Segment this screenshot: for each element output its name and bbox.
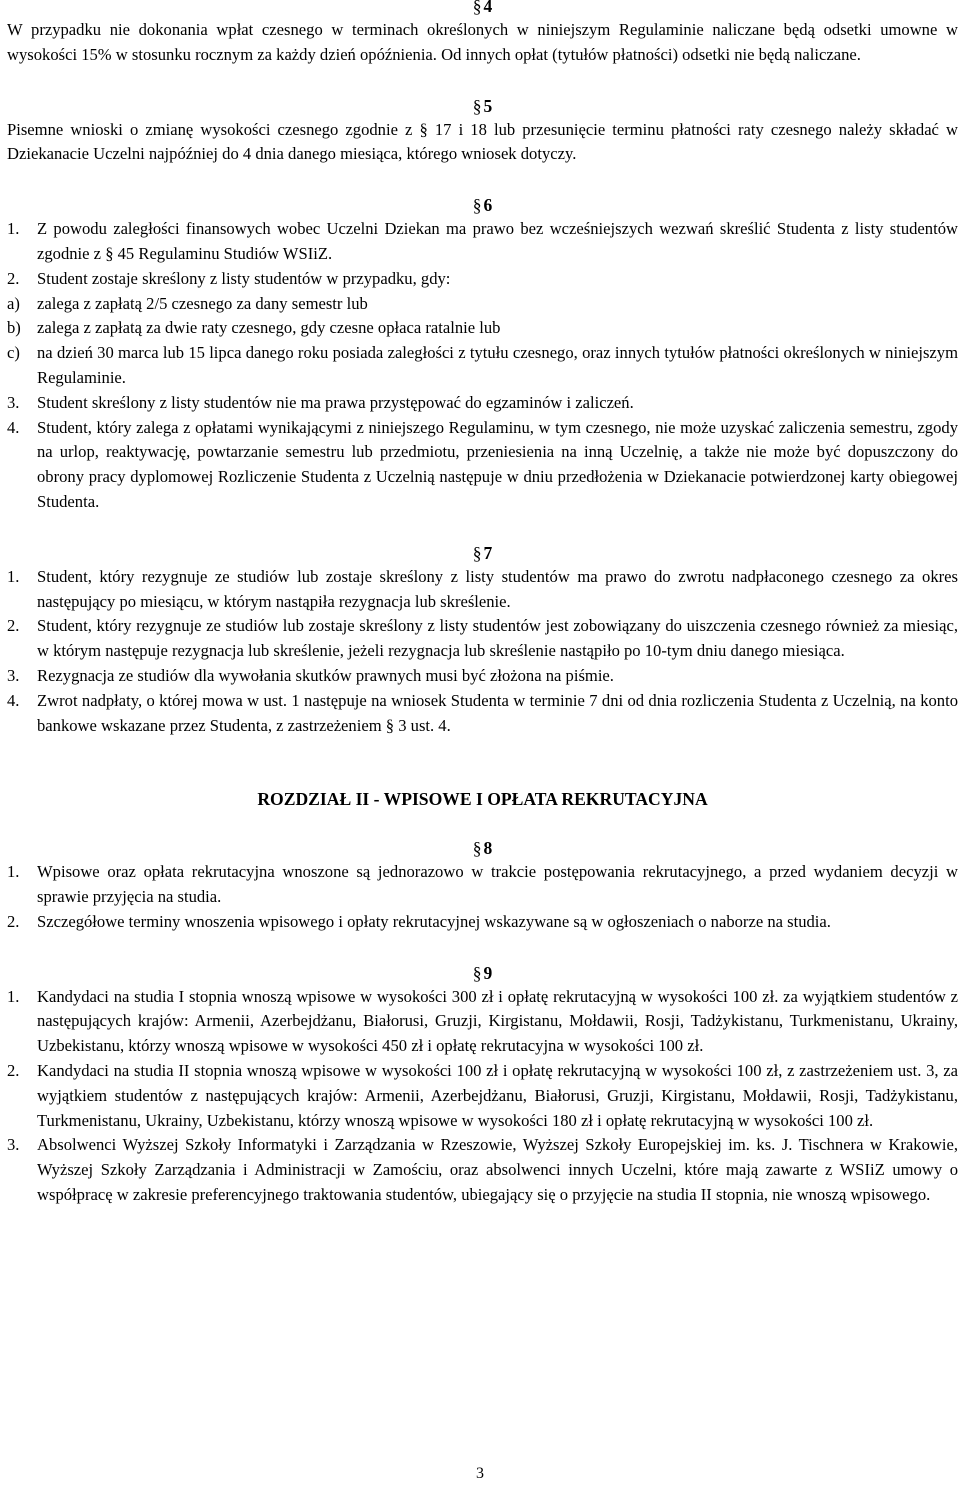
item-text: Kandydaci na studia II stopnia wnoszą wpisowe w wysokości 100 zł i opłatę rekrutacyjną w wysokości 100 zł, z zastrzeżeniem ust. 3, za wyjątkiem studentów z następujących krajów: Armenii, Azerbejdżanu, Białorusi, Gruzji, Kirgistanu, Mołdawii, Rosji, Tadżykistanu, Turkmenistanu, Ukrainy, Uzbekistanu, którzy wnoszą wpisowe w wysokości 180 zł i opłatę rekrutacyjną w wysokości 100 zł. — [37, 1060, 958, 1130]
item-text: Szczegółowe terminy wnoszenia wpisowego i opłaty rekrutacyjnej wskazywane są w ogłoszeniach o naborze na studia. — [37, 911, 831, 931]
item-text: Student zostaje skreślony z listy studentów w przypadku, gdy: — [37, 268, 451, 288]
item-number: 3. — [7, 392, 20, 412]
list-item — [7, 391, 958, 416]
section-heading-6 — [7, 193, 958, 217]
item-number: 2. — [7, 616, 20, 636]
list-item — [7, 1059, 958, 1133]
paragraph-4-text: W przypadku nie dokonania wpłat czesnego w terminach określonych w niniejszym Regulaminie naliczane będą odsetki umowne w wysokości 15% w stosunku rocznym za każdy dzień opóźnienia. Od innych opłat (tytułów płatności) odsetki nie będą naliczane. — [7, 20, 958, 64]
item-number: 1. — [7, 986, 20, 1006]
sub-item-text: zalega z zapłatą 2/5 czesnego za dany semestr lub — [37, 293, 368, 313]
item-number: 2. — [7, 268, 20, 288]
section-number: 7 — [483, 542, 493, 563]
item-text: Kandydaci na studia I stopnia wnoszą wpisowe w wysokości 300 zł i opłatę rekrutacyjną w wysokości 100 zł. za wyjątkiem studentów z następujących krajów: Armenii, Azerbejdżanu, Białorusi, Gruzji, Kirgistanu, Mołdawii, Rosji, Tadżykistanu, Turkmenistanu, Ukrainy, Uzbekistanu, którzy wnoszą wpisowe w wysokości 450 zł i opłatę rekrutacyjna w wysokości 100 zł. — [37, 986, 958, 1056]
list-item — [7, 614, 958, 664]
sub-item-text: na dzień 30 marca lub 15 lipca danego roku posiada zaległości z tytułu czesnego, oraz innych tytułów płatności określonych w niniejszym Regulaminie. — [37, 343, 958, 387]
list-item — [7, 565, 958, 615]
section-heading-7 — [7, 541, 958, 565]
section-heading-4 — [7, 0, 958, 18]
item-number: 3. — [7, 665, 20, 685]
chapter-title: ROZDZIAŁ II - WPISOWE I OPŁATA REKRUTACYJNA — [257, 789, 708, 810]
item-number: 4. — [7, 417, 20, 437]
page-number: 3 — [476, 1465, 484, 1482]
list-item — [7, 217, 958, 267]
section-sign: § — [472, 95, 482, 116]
list-item — [7, 910, 958, 935]
sub-item-text: zalega z zapłatą za dwie raty czesnego, gdy czesne opłaca ratalnie lub — [37, 318, 501, 338]
list-item — [7, 860, 958, 910]
section-number: 5 — [483, 95, 493, 116]
item-text: Wpisowe oraz opłata rekrutacyjna wnoszone są jednorazowo w trakcie postępowania rekrutacyjnego, a przed wydaniem decyzji w sprawie przyjęcia na studia. — [37, 862, 958, 906]
sub-item-label: c) — [7, 343, 20, 363]
sub-item-label: b) — [7, 318, 21, 338]
section-sign: § — [472, 962, 482, 983]
item-text: Student, który rezygnuje ze studiów lub zostaje skreślony z listy studentów ma prawo do zwrotu nadpłaconego czesnego za okres następujący po miesiącu, w którym nastąpiła rezygnacja lub skreślenie. — [37, 566, 958, 611]
item-text: Student, który zalega z opłatami wynikającymi z niniejszego Regulaminu, w tym czesnego, nie może uzyskać zaliczenia semestru, zgody na urlop, reaktywację, powtarzanie semestru lub przedmiotu, przeniesienia na inną Uczelnię, a także nie może być dopuszczony do obrony pracy dyplomowej Rozliczenie Studenta z Uczelnią następuje w dniu przedłożenia w Dziekanacie potwierdzonej karty obiegowej Studenta. — [37, 417, 958, 511]
document-page — [7, 0, 958, 1208]
section-number: 8 — [483, 838, 493, 859]
section-number: 9 — [483, 962, 493, 983]
item-number: 1. — [7, 566, 20, 586]
section-sign: § — [472, 542, 482, 563]
list-item — [7, 267, 958, 292]
item-number: 1. — [7, 219, 20, 239]
list-item — [7, 689, 958, 739]
item-text: Student, który rezygnuje ze studiów lub zostaje skreślony z listy studentów jest zobowiązany do uiszczenia czesnego również za miesiąc, w którym następuje rezygnacja lub skreślenie, jeżeli rezygnacja lub skreślenie nastąpiło po 10-tym dniu danego miesiąca. — [37, 616, 958, 661]
section-heading-8 — [7, 836, 958, 860]
sub-list-item — [7, 316, 958, 341]
section-sign: § — [472, 195, 482, 216]
item-number: 3. — [7, 1135, 20, 1155]
paragraph-5-text: Pisemne wnioski o zmianę wysokości czesnego zgodnie z § 17 i 18 lub przesunięcie terminu płatności raty czesnego należy składać w Dziekanacie Uczelni najpóźniej do 4 dnia danego miesiąca, którego wniosek dotyczy. — [7, 119, 958, 164]
section-number: 6 — [483, 195, 493, 216]
section-sign: § — [472, 0, 482, 16]
sub-list-item — [7, 292, 958, 317]
list-item — [7, 416, 958, 515]
item-text: Z powodu zaległości finansowych wobec Uczelni Dziekan ma prawo bez wcześniejszych wezwań skreślić Studenta z listy studentów zgodnie z § 45 Regulaminu Studiów WSIiZ. — [37, 219, 958, 263]
item-number: 2. — [7, 911, 20, 931]
section-heading-5 — [7, 94, 958, 118]
list-item — [7, 985, 958, 1059]
item-text: Zwrot nadpłaty, o której mowa w ust. 1 następuje na wniosek Studenta w terminie 7 dni od dnia rozliczenia Studenta z Uczelnią, na konto bankowe wskazane przez Studenta, z zastrzeżeniem § 3 ust. 4. — [37, 690, 958, 735]
section-heading-9 — [7, 961, 958, 985]
item-text: Absolwenci Wyższej Szkoły Informatyki i Zarządzania w Rzeszowie, Wyższej Szkoły Europejskiej im. ks. J. Tischnera w Krakowie, Wyższej Szkoły Zarządzania i Administracji w Zamościu, oraz absolwenci innych Uczelni, które mają zawarte z WSIiZ umowy o współpracę w zakresie preferencyjnego traktowania studentów, ubiegający się o przyjęcie na studia II stopnia, nie wnoszą wpisowego. — [37, 1135, 958, 1204]
list-item — [7, 664, 958, 689]
list-item — [7, 1133, 958, 1207]
item-number: 1. — [7, 862, 20, 882]
section-sign: § — [472, 838, 482, 859]
item-number: 4. — [7, 690, 20, 710]
item-text: Student skreślony z listy studentów nie ma prawa przystępować do egzaminów i zaliczeń. — [37, 392, 634, 412]
sub-list-item — [7, 341, 958, 391]
item-number: 2. — [7, 1060, 20, 1080]
section-number: 4 — [483, 0, 493, 16]
sub-item-label: a) — [7, 293, 20, 313]
item-text: Rezygnacja ze studiów dla wywołania skutków prawnych musi być złożona na piśmie. — [37, 665, 614, 685]
